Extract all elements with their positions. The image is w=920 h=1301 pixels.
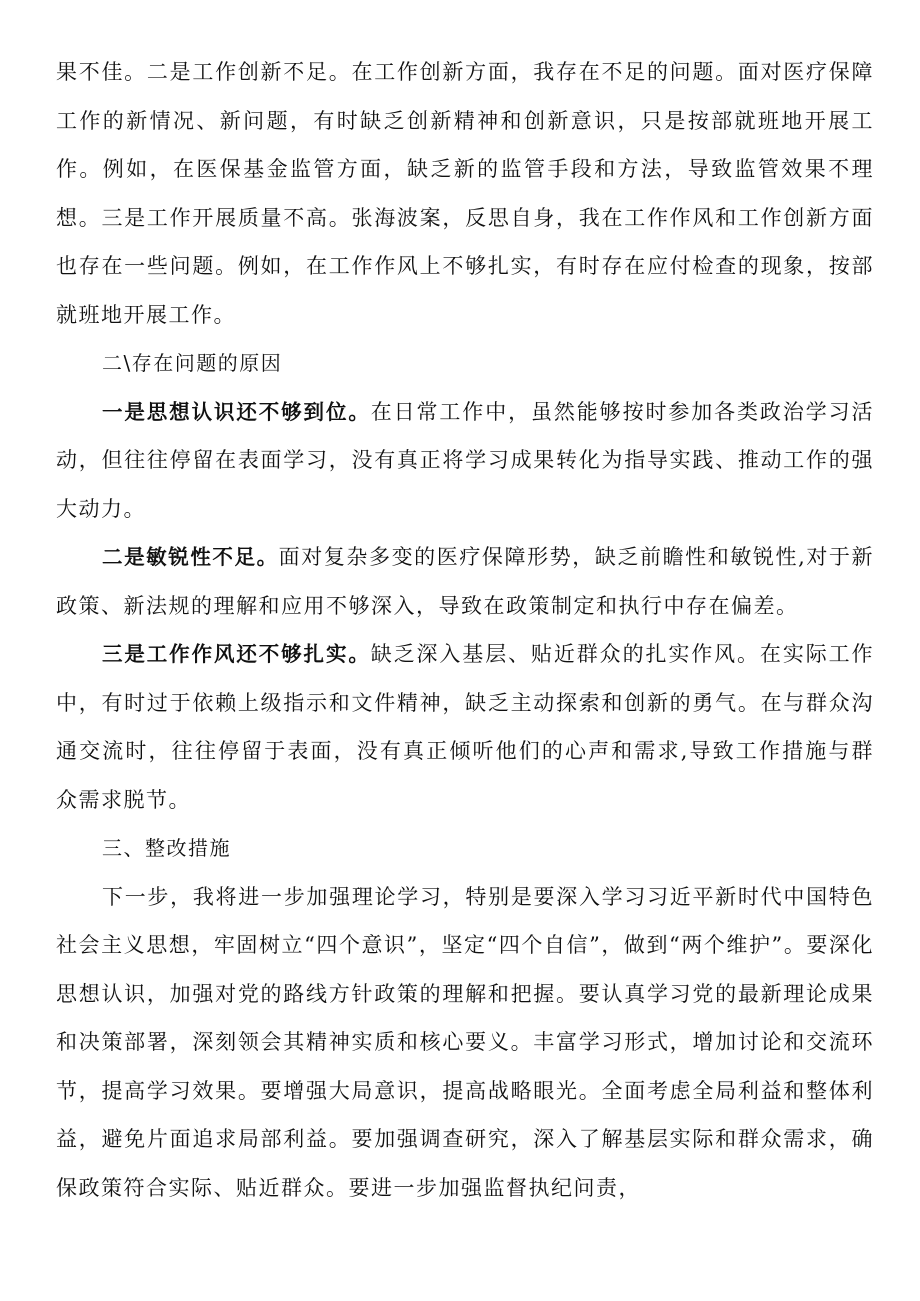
section-heading-causes: 二\存在问题的原因 <box>102 351 283 375</box>
section-heading-measures: 三、整改措施 <box>102 836 231 860</box>
cause-1-lead: 一是思想认识还不够到位。 <box>102 399 371 424</box>
paragraph-cause-2 <box>56 533 874 630</box>
paragraph-problems-continued: 果不佳。二是工作创新不足。在工作创新方面，我存在不足的问题。面对医疗保障工作的新情况、新问题，有时缺乏创新精神和创新意识，只是按部就班地开展工作。例如，在医保基金监管方面，缺乏新的监管手段和方法，导致监管效果不理想。三是工作开展质量不高。张海波案，反思自身，我在工作作风和工作创新方面也存在一些问题。例如，在工作作风上不够扎实，有时存在应付检查的现象，按部就班地开展工作。 <box>56 60 874 327</box>
cause-2-body: 面对复杂多变的医疗保障形势，缺乏前瞻性和敏锐性,对于新政策、新法规的理解和应用不够深入，导致在政策制定和执行中存在偏差。 <box>56 545 874 618</box>
cause-2-lead: 二是敏锐性不足。 <box>102 545 279 569</box>
paragraph-cause-1 <box>56 388 874 534</box>
cause-1-body: 在日常工作中，虽然能够按时参加各类政治学习活动，但往往停留在表面学习，没有真正将学习成果转化为指导实践、推动工作的强大动力。 <box>56 399 875 521</box>
cause-3-body: 缺乏深入基层、贴近群众的扎实作风。在实际工作中，有时过于依赖上级指示和文件精神，缺乏主动探索和创新的勇气。在与群众沟通交流时，往往停留于表面，没有真正倾听他们的心声和需求,导致工作措施与群众需求脱节。 <box>56 642 875 812</box>
paragraph-cause-3 <box>56 630 874 824</box>
cause-3-lead: 三是工作作风还不够扎实。 <box>102 642 371 666</box>
paragraph-measures: 下一步，我将进一步加强理论学习，特别是要深入学习习近平新时代中国特色社会主义思想，牢固树立“四个意识”，坚定“四个自信”，做到“两个维护”。要深化思想认识，加强对党的路线方针政策的理解和把握。要认真学习党的最新理论成果和决策部署，深刻领会其精神实质和核心要义。丰富学习形式，增加讨论和交流环节，提高学习效果。要增强大局意识，提高战略眼光。全面考虑全局利益和整体利益，避免片面追求局部利益。要加强调查研究，深入了解基层实际和群众需求，确保政策符合实际、贴近群众。要进一步加强监督执纪问责， <box>56 884 874 1200</box>
